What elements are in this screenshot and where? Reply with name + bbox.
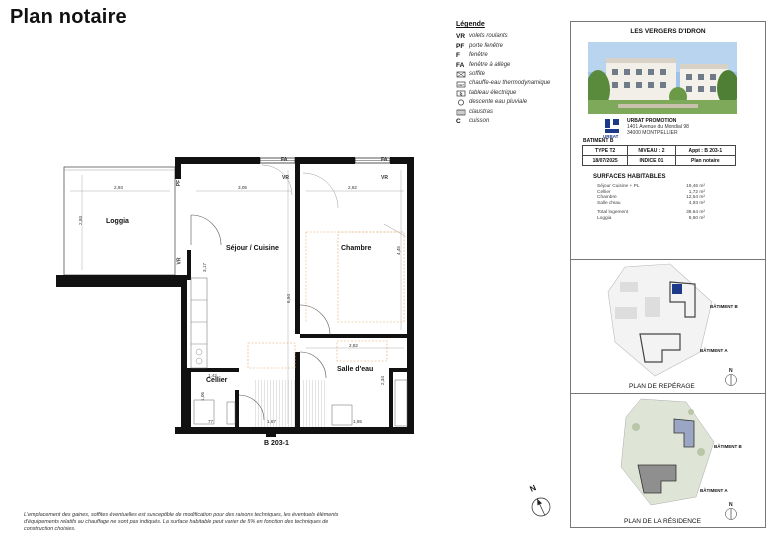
dimension-label: 77 (208, 419, 214, 424)
building-a-label: BÂTIMENT A (700, 488, 728, 493)
legend-item: soffite (456, 70, 566, 79)
dimension-label: 1,65 (353, 419, 362, 424)
surface-row: Cellier 1,72 m² (597, 189, 705, 195)
promoter-city: 34000 MONTPELLIER (627, 130, 678, 136)
promoter-address: 1401 Avenue du Mondial 98 (627, 124, 689, 130)
north-label: N (729, 368, 733, 374)
logo-text: URBAT (603, 134, 619, 139)
building-a-label: BÂTIMENT A (700, 348, 728, 353)
room-sejour-cuisine: Séjour / Cuisine (226, 245, 279, 252)
legend-item: C cuisson (456, 118, 490, 126)
building-photo (588, 42, 737, 114)
surfaces-table (597, 184, 705, 222)
plan-type: Plan notaire (675, 156, 735, 166)
divider (571, 393, 765, 394)
legend-item: F fenêtre (456, 52, 488, 60)
reperage-caption: PLAN DE REPÉRAGE (629, 383, 695, 390)
reperage-map (600, 262, 720, 380)
window-tag: FA (281, 157, 288, 163)
apt-type: TYPE T2 (583, 146, 628, 156)
page-title: Plan notaire (10, 6, 127, 28)
legend-item: claustras (456, 108, 566, 117)
north-label: N (729, 502, 733, 508)
building-name: BATIMENT B (583, 138, 614, 144)
room-cellier: Cellier (206, 377, 228, 384)
dimension-label: 1,42 (208, 373, 217, 378)
dimension-label: 4,45 (395, 246, 401, 255)
divider (571, 259, 765, 260)
dimension-label: 6,94 (285, 294, 291, 303)
dimension-label: 3,05 (238, 185, 247, 190)
dimension-label: 2,93 (77, 216, 83, 225)
apt-number: Appt : B 203-1 (675, 146, 735, 156)
shutter-tag: VR (282, 175, 289, 181)
plan-reference: B 203-1 (264, 440, 289, 447)
footer-note: L'emplacement des gaines, soffites éventuelles est susceptible de modification pour des raisons techniques, les éventuels éléments d'équipements relatifs au chauffage ne sont pas indiqués. La surface habitable peut varier de 5% en fonction des techniques de construction choisies. (24, 512, 339, 532)
plan-date: 18/07/2025 (583, 156, 628, 166)
dimension-label: 2,34 (379, 376, 385, 385)
shutter-tag: VR (381, 175, 388, 181)
dimension-label: 2,93 (114, 185, 123, 190)
north-arrow-icon (525, 485, 555, 521)
dimension-label: 2,82 (349, 343, 358, 348)
legend-item: tableau électrique (456, 89, 566, 98)
shutter-tag: VR (176, 257, 183, 265)
promoter-block (627, 118, 689, 136)
room-loggia: Loggia (106, 218, 129, 225)
legend-item: descente eau pluviale (456, 98, 566, 107)
info-table (582, 145, 736, 166)
north-label: N (528, 483, 538, 494)
building-b-label: BÂTIMENT B (714, 444, 742, 449)
legend-item: FA fenêtre à allège (456, 61, 511, 69)
svg-text:CET: CET (458, 82, 464, 87)
promoter-name: URBAT PROMOTION (627, 118, 677, 124)
project-name: LES VERGERS D'IDRON (630, 28, 706, 35)
residence-caption: PLAN DE LA RÉSIDENCE (624, 518, 701, 525)
surface-row: Chambre 12,54 m² (597, 195, 705, 201)
building-b-label: BÂTIMENT B (710, 304, 738, 309)
door-tag: PF (176, 179, 183, 187)
plan-index: INDICE 01 (628, 156, 675, 166)
urbat-logo (604, 118, 620, 134)
legend-item: VR volets roulants (456, 33, 508, 41)
apt-level: NIVEAU : 2 (628, 146, 675, 156)
legend-item: CET chauffe-eau thermodynamique (458, 80, 551, 87)
surface-row: Salle d'eau 4,93 m² (597, 200, 705, 206)
room-chambre: Chambre (341, 245, 372, 252)
surface-loggia: Loggia 8,60 m² (597, 215, 705, 221)
window-tag: FA (381, 157, 388, 163)
surfaces-title: SURFACES HABITABLES (593, 174, 666, 180)
legend-item: PF porte fenêtre (456, 42, 504, 50)
surface-row: Séjour Cuisine + PL 19,46 m² (597, 184, 705, 189)
legend-title: Légende (456, 21, 485, 28)
loggia-slab (56, 275, 187, 287)
dimension-label: 2,82 (348, 185, 357, 190)
dimension-label: 1,06 (199, 392, 205, 401)
dimension-label: 3,17 (201, 263, 207, 272)
dimension-label: 1,67 (267, 419, 276, 424)
room-salle-d-eau: Salle d'eau (337, 366, 374, 373)
surface-total: Total logement 38,64 m² (597, 210, 705, 216)
